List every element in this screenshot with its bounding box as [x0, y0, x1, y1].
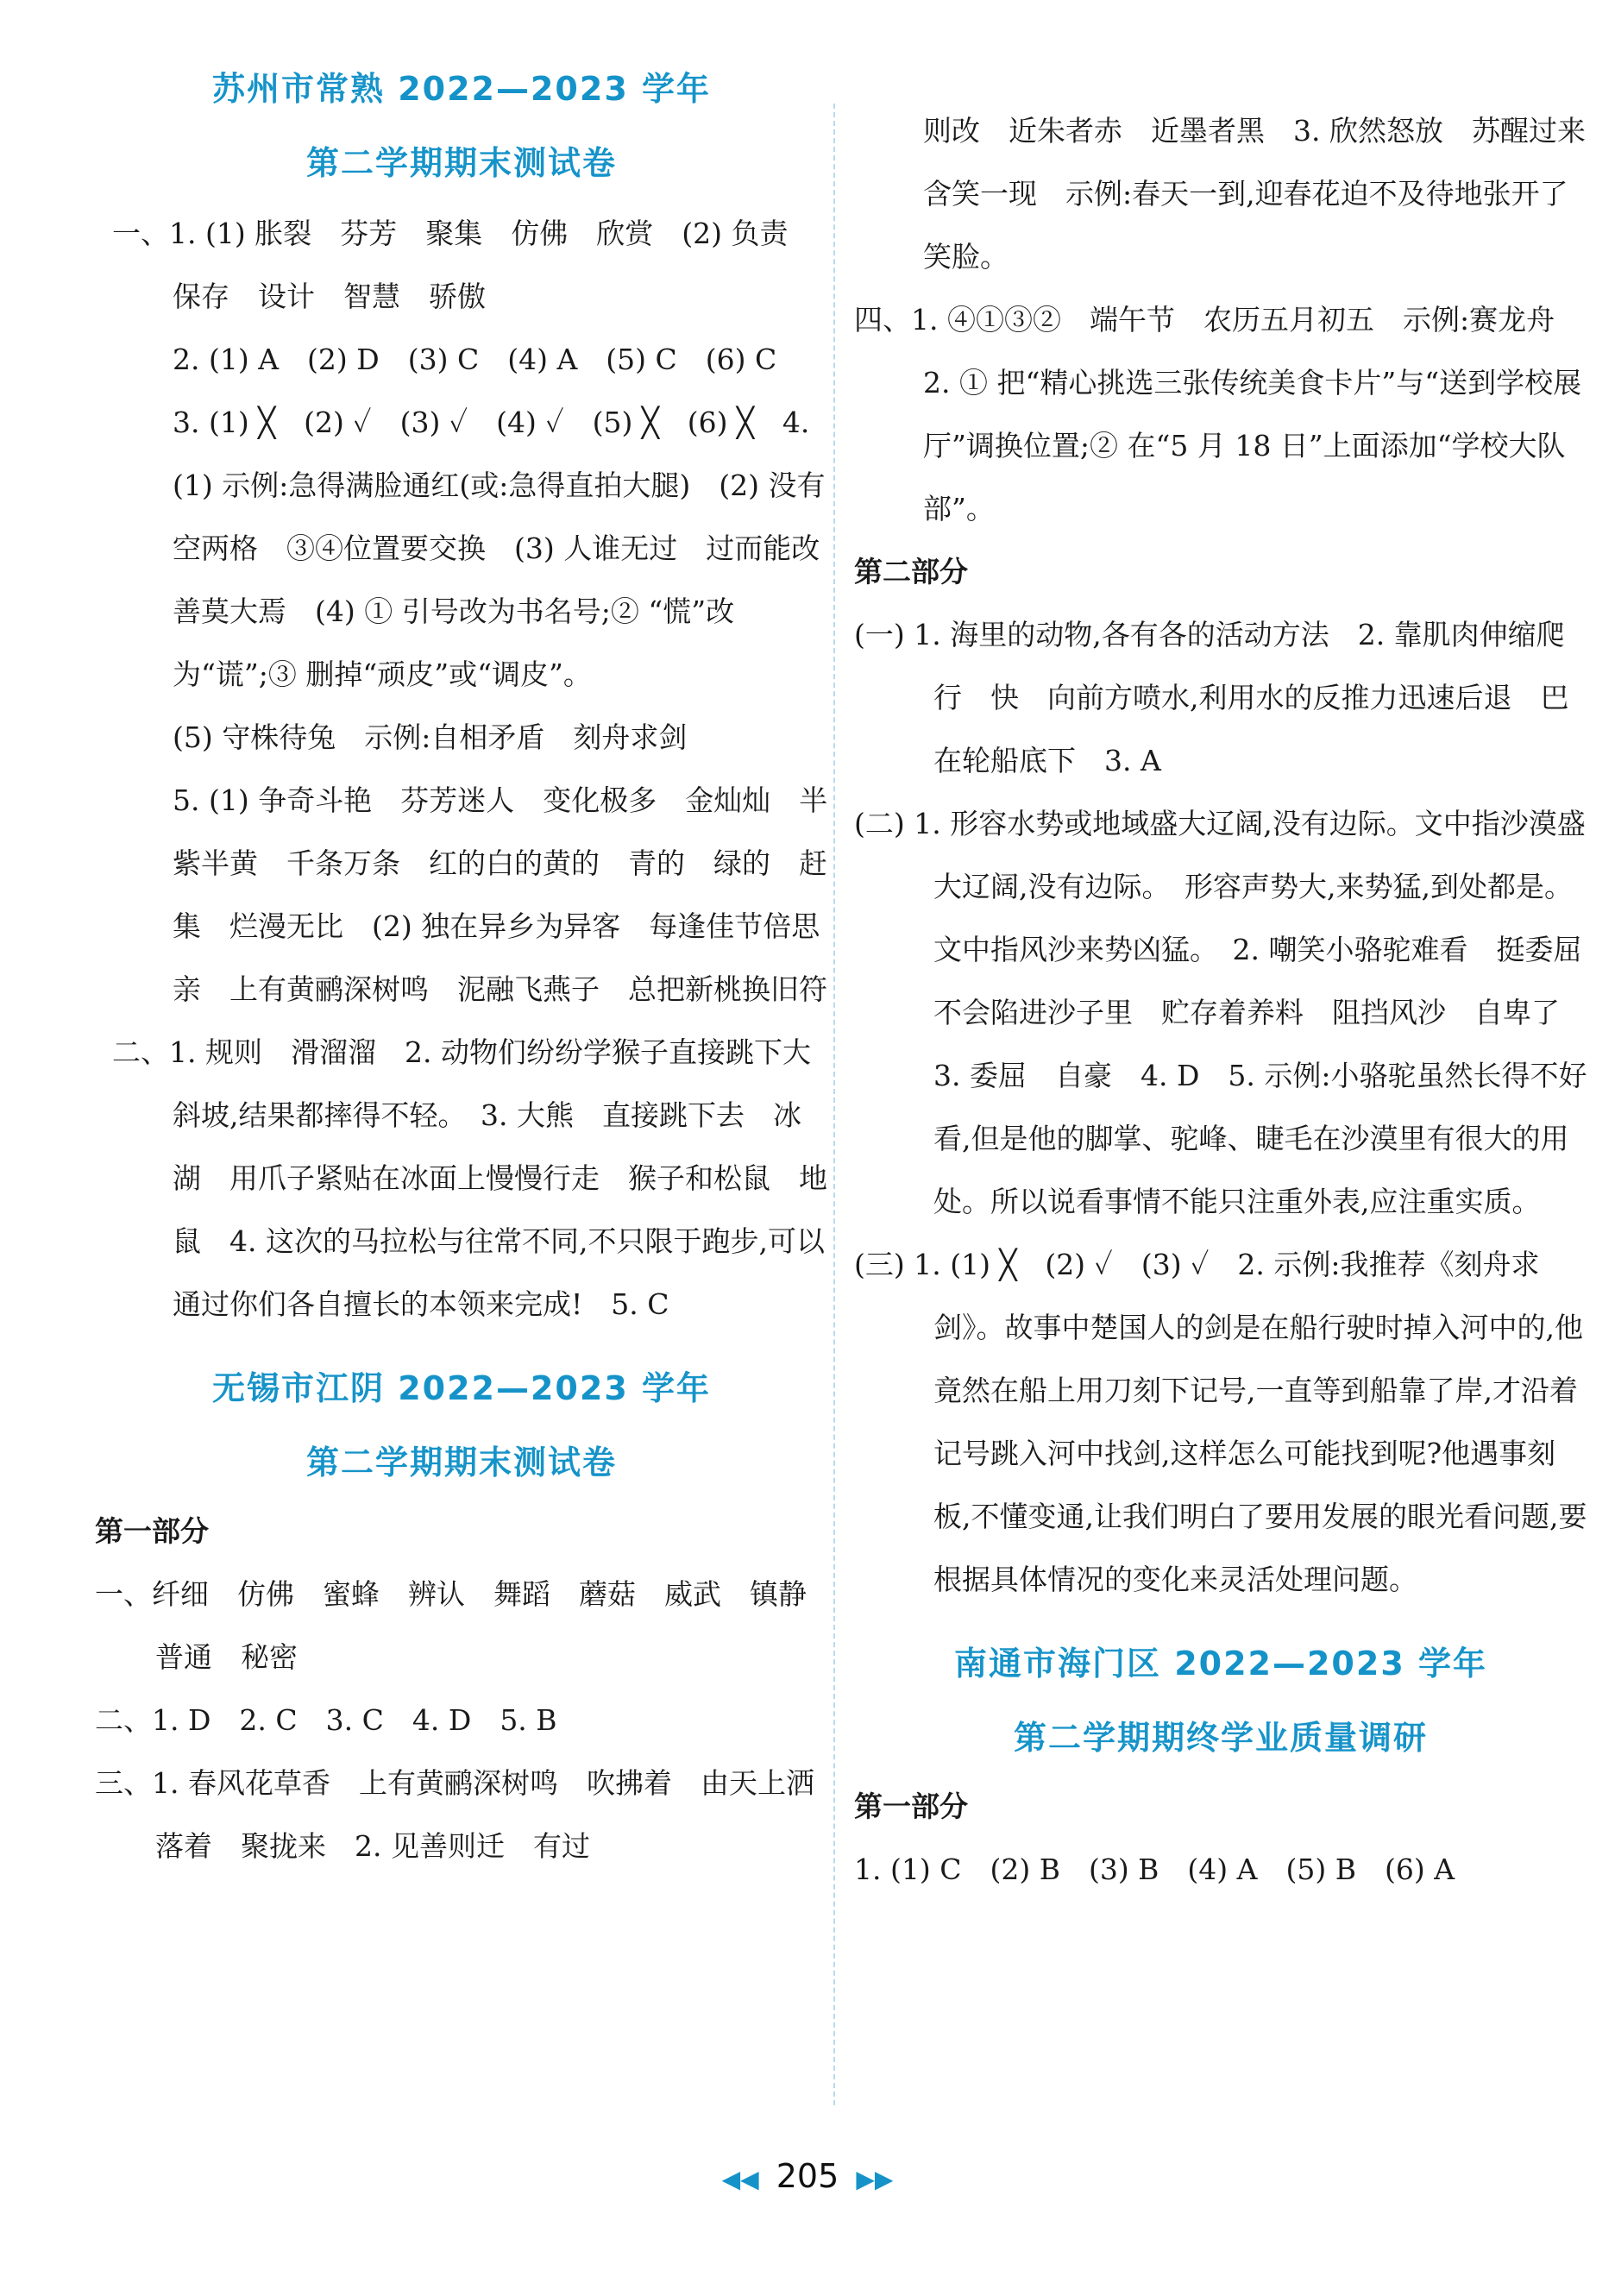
answer-block-2: 2. (1) A (2) D (3) C (4) A (5) C (6) C 3. (1) ╳ (2) ✓ (3) ✓ (4) ✓ (5) ╳ (6) ╳ 4. (1) 示例:急得满脸通红(或:急得直拍大腿) (2) 没有空两格 ③④位置要交换 (3) 人谁无过 过而能改 善莫大焉 (4) ① 引号改为书名号;② “慌”改为“谎”;③ 删掉“顽皮”或“调皮”。 — [173, 343, 849, 691]
answer-block-8: 三、1. 春风花草香 上有黄鹂深树鸣 吹拂着 由天上洒落着 聚拢来 2. 见善则迁 有过 — [95, 1766, 814, 1863]
section-title-nantong-line1: 南通市海门区 2022—2023 学年 — [954, 1645, 1487, 1683]
answer-block-1: 一、1. (1) 胀裂 芬芳 聚集 仿佛 欣赏 (2) 负责 保存 设计 智慧 骄傲 — [112, 217, 817, 313]
answer-block-7: 二、1. D 2. C 3. C 4. D 5. B — [95, 1703, 557, 1737]
section-title-suzhou-line1: 苏州市常熟 2022—2023 学年 — [212, 70, 711, 108]
page-number: 205 — [776, 2157, 839, 2195]
section-title-suzhou-line2: 第二学期期末测试卷 — [305, 144, 617, 182]
section-title-wuxi-line2: 第二学期期末测试卷 — [305, 1444, 617, 1481]
part-heading-1: 第一部分 — [95, 1514, 209, 1548]
section-title-wuxi-line1: 无锡市江阴 2022—2023 学年 — [212, 1369, 711, 1407]
answer-block-13: (三) 1. (1) ╳ (2) ✓ (3) ✓ 2. 示例:我推荐《刻舟求剑》。故事中楚国人的剑是在船行驶时掉入河中的,他竟然在船上用刀刻下记号,一直等到船靠了岸,才沿着记号跳入河中找剑,这样怎么可能找到呢?他遇事刻板,不懂变通,让我们明白了要用发展的眼光看问题,要根据具体情况的变化来灵活处理问题。 — [854, 1248, 1587, 1596]
answer-block-14: 1. (1) C (2) B (3) B (4) A (5) B (6) A — [854, 1853, 1455, 1886]
answer-block-9: 则改 近朱者赤 近墨者黑 3. 欣然怒放 苏醒过来 含笑一现 示例:春天一到,迎春花迫不及待地张开了笑脸。 — [923, 114, 1614, 274]
answer-block-11: (一) 1. 海里的动物,各有各的活动方法 2. 靠肌肉伸缩爬行 快 向前方喷水,利用水的反推力迅速后退 巴在轮船底下 3. A — [854, 618, 1569, 777]
section-title-nantong-line2: 第二学期期终学业质量调研 — [1013, 1719, 1428, 1757]
answer-block-6: 一、纤细 仿佛 蜜蜂 辨认 舞蹈 蘑菇 威武 镇静 普通 秘密 — [95, 1577, 835, 1674]
page-footer — [0, 2157, 1615, 2195]
next-page-arrows-icon[interactable]: ▶▶ — [856, 2165, 894, 2193]
answer-block-5: 二、1. 规则 滑溜溜 2. 动物们纷纷学猴子直接跳下大斜坡,结果都摔得不轻。 3. 大熊 直接跳下去 冰湖 用爪子紧贴在冰面上慢慢行走 猴子和松鼠 地鼠 4. 这次的马拉松与往常不同,不只限于跑步,可以通过你们各自擅长的本领来完成! 5. C — [112, 1035, 827, 1321]
column-divider — [833, 104, 835, 2105]
part-heading-2: 第二部分 — [854, 555, 968, 588]
previous-page-arrows-icon[interactable]: ◀◀ — [721, 2165, 759, 2193]
answer-block-4: 5. (1) 争奇斗艳 芬芳迷人 变化极多 金灿灿 半紫半黄 千条万条 红的白的黄的 青的 绿的 赶集 烂漫无比 (2) 独在异乡为异客 每逢佳节倍思亲 上有黄鹂深树鸣 泥融飞燕子 总把新桃换旧符 — [173, 783, 828, 1006]
answer-block-3: (5) 守株待兔 示例:自相矛盾 刻舟求剑 — [173, 720, 688, 754]
part-heading-3: 第一部分 — [854, 1790, 968, 1823]
answer-block-10: 四、1. ④①③② 端午节 农历五月初五 示例:赛龙舟 2. ① 把“精心挑选三张传统美食卡片”与“送到学校展厅”调换位置;② 在“5 月 18 日”上面添加“学校大队部”。 — [854, 303, 1584, 525]
answer-block-12: (二) 1. 形容水势或地域盛大辽阔,没有边际。文中指沙漠盛大辽阔,没有边际。 形容声势大,来势猛,到处都是。文中指风沙来势凶猛。 2. 嘲笑小骆驼难看 挺委屈 不会陷进沙子里 贮存着养料 阻挡风沙 自卑了 3. 委屈 自豪 4. D 5. 示例:小骆驼虽然长得不好看,但是他的脚掌、驼峰、睫毛在沙漠里有很大的用处。所以说看事情不能只注重外表,应注重实质。 — [854, 807, 1611, 1218]
left-column — [95, 52, 849, 1878]
right-column — [854, 99, 1614, 1901]
